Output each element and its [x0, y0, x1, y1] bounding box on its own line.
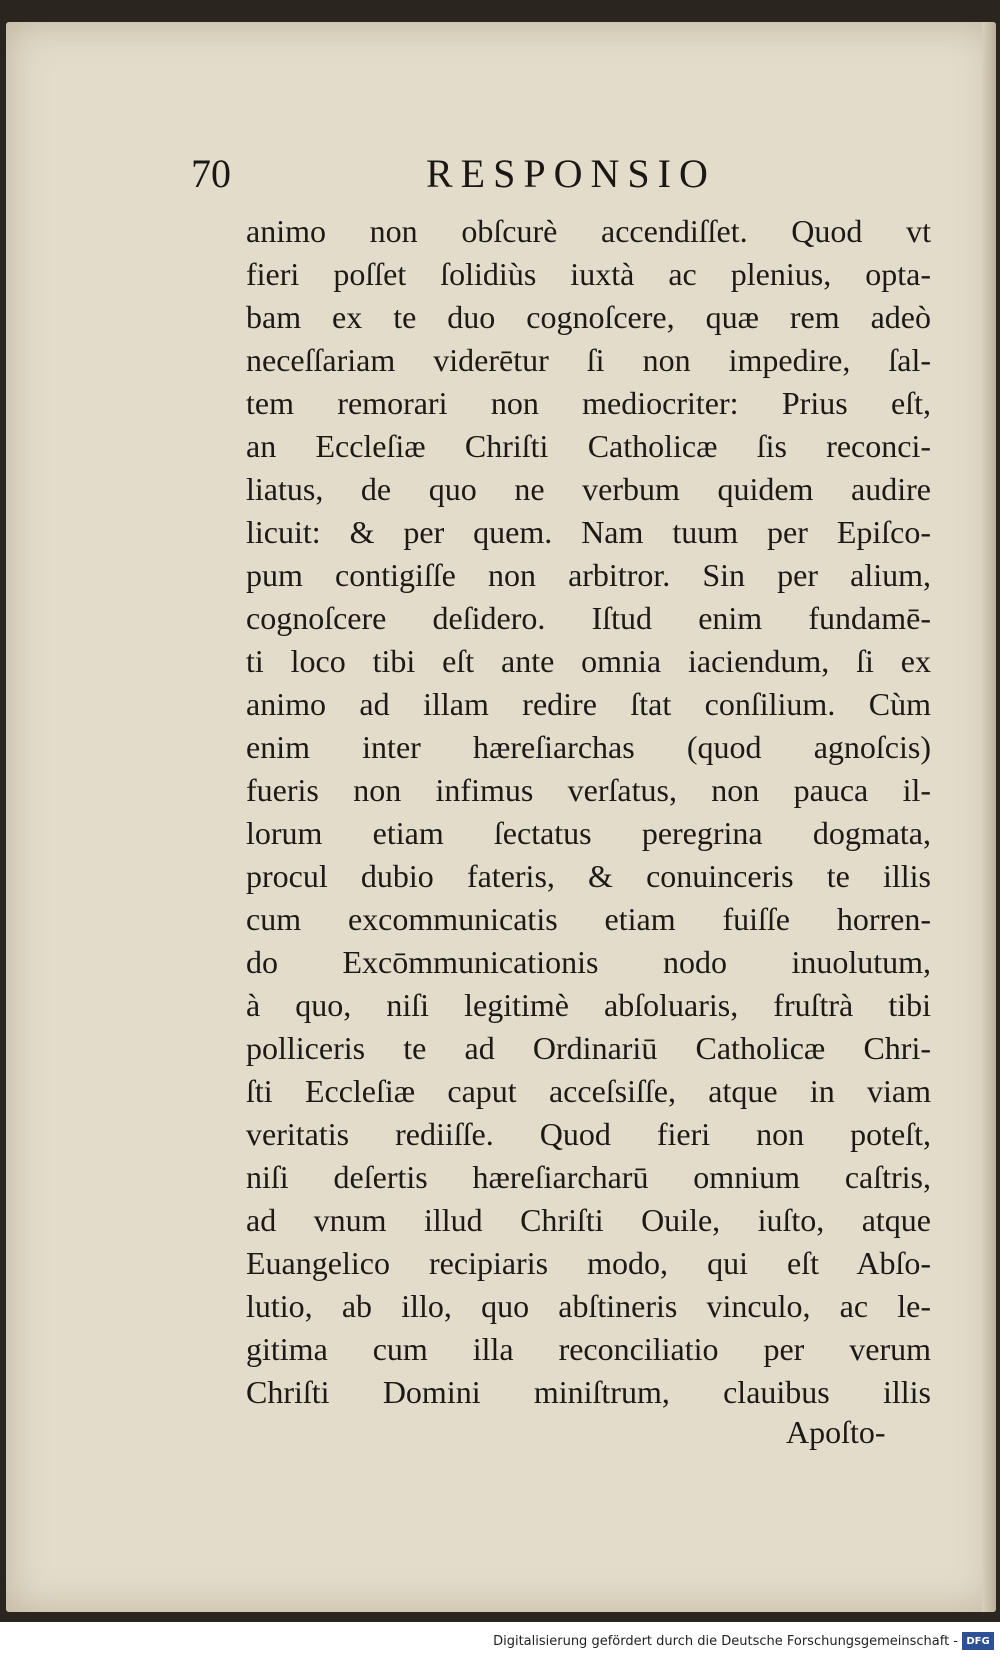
text-line: enim inter hæreſiarchas (quod agnoſcis)	[246, 729, 931, 765]
text-line: neceſſariam viderētur ſi non impedire, ſal-	[246, 342, 931, 378]
text-line: cum excommunicatis etiam fuiſſe horren-	[246, 901, 931, 937]
text-line: do Excōmmunicationis nodo inuolutum,	[246, 944, 931, 980]
running-title: RESPONSIO	[426, 151, 716, 196]
text-line: animo ad illam redire ſtat conſilium. Cùm	[246, 686, 931, 722]
text-line: procul dubio fateris, & conuinceris te illis	[246, 858, 931, 894]
text-line: à quo, niſi legitimè abſoluaris, fruſtrà tibi	[246, 987, 931, 1023]
page-number: 70	[191, 151, 231, 196]
text-line: licuit: & per quem. Nam tuum per Epiſco-	[246, 514, 931, 550]
body-text	[246, 210, 931, 1414]
text-line: Euangelico recipiaris modo, qui eſt Abſo-	[246, 1245, 931, 1281]
text-line: fueris non infimus verſatus, non pauca il-	[246, 772, 931, 808]
text-line: fieri poſſet ſolidiùs iuxtà ac plenius, opta-	[246, 256, 931, 292]
running-head	[6, 150, 996, 200]
text-line: tem remorari non mediocriter: Prius eſt,	[246, 385, 931, 421]
footer-credit: Digitalisierung gefördert durch die Deutsche Forschungsgemeinschaft -	[493, 1634, 958, 1649]
text-line: pum contigiſſe non arbitror. Sin per alium,	[246, 557, 931, 593]
book-page	[6, 22, 996, 1612]
text-line: bam ex te duo cognoſcere, quæ rem adeò	[246, 299, 931, 335]
catchword: Apoſto-	[786, 1414, 886, 1450]
text-line: liatus, de quo ne verbum quidem audire	[246, 471, 931, 507]
text-line: lutio, ab illo, quo abſtineris vinculo, ac le-	[246, 1288, 931, 1324]
text-line: lorum etiam ſectatus peregrina dogmata,	[246, 815, 931, 851]
text-line: an Eccleſiæ Chriſti Catholicæ ſis reconci-	[246, 428, 931, 464]
footer-bar	[0, 1622, 1000, 1665]
text-line: ſti Eccleſiæ caput acceſsiſſe, atque in viam	[246, 1073, 931, 1109]
text-line: gitima cum illa reconciliatio per verum	[246, 1331, 931, 1367]
text-line: niſi deſertis hæreſiarcharū omnium caſtris,	[246, 1159, 931, 1195]
text-line: Chriſti Domini miniſtrum, clauibus illis	[246, 1374, 931, 1410]
text-line: polliceris te ad Ordinariū Catholicæ Chri-	[246, 1030, 931, 1066]
dfg-logo-icon: DFG	[962, 1632, 994, 1650]
page-edge	[982, 22, 996, 1612]
text-line: animo non obſcurè accendiſſet. Quod vt	[246, 213, 931, 249]
text-line: ad vnum illud Chriſti Ouile, iuſto, atque	[246, 1202, 931, 1238]
text-line: veritatis rediiſſe. Quod fieri non poteſt,	[246, 1116, 931, 1152]
text-line: cognoſcere deſidero. Iſtud enim fundamē-	[246, 600, 931, 636]
text-line: ti loco tibi eſt ante omnia iaciendum, ſi ex	[246, 643, 931, 679]
